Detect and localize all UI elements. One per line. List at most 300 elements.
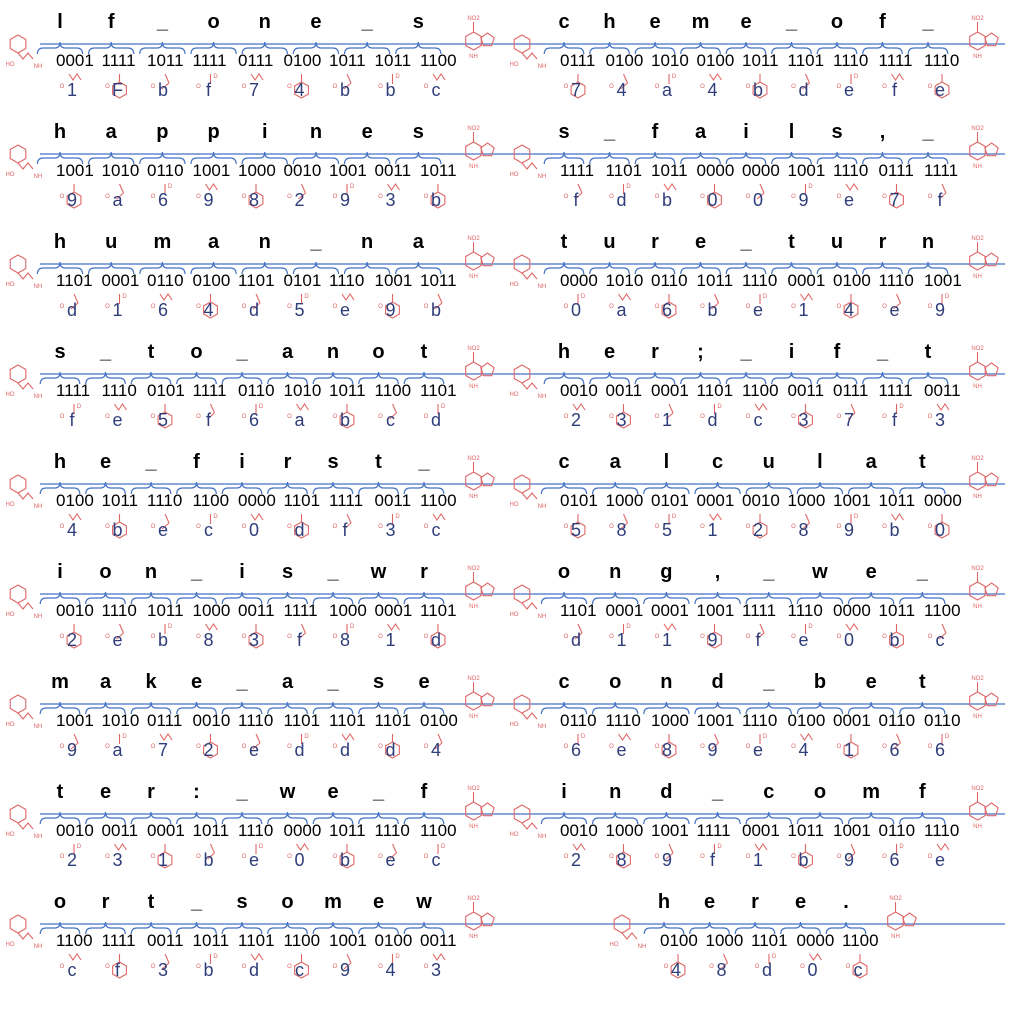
hex-digit: f	[891, 80, 898, 100]
sequence-segment	[510, 341, 999, 430]
ring-shape	[970, 252, 986, 270]
hydroxyl-label: HO	[509, 282, 519, 288]
encoded-char: a	[105, 121, 117, 143]
hex-digit: 2	[570, 850, 582, 870]
hex-digit: 9	[66, 190, 78, 210]
linker-chain	[18, 603, 33, 609]
hex-digit: e	[934, 850, 946, 870]
encoded-char: i	[239, 561, 245, 583]
carbonyl-label: O	[150, 744, 156, 750]
sequence-row	[6, 561, 1006, 650]
deuterium-label: D	[213, 514, 218, 520]
bit-code: 0101	[651, 491, 689, 510]
hydroxyl-label: HO	[5, 62, 15, 68]
encoded-char: c	[558, 451, 570, 473]
carbonyl-label: O	[241, 194, 247, 200]
carbonyl-label: O	[563, 744, 569, 750]
hex-digit: e	[934, 80, 946, 100]
carbonyl-label: O	[663, 964, 669, 970]
linker-chain	[18, 53, 33, 59]
carbonyl-label: O	[609, 524, 614, 530]
sequence-segment	[6, 561, 495, 650]
nitro-label: NO2	[971, 126, 984, 132]
carbonyl-label: O	[241, 304, 247, 310]
hex-digit: d	[707, 410, 718, 430]
encoded-char: m	[691, 11, 710, 33]
carbonyl-label: O	[700, 304, 705, 310]
nitro-label: NO2	[971, 346, 984, 352]
encoded-char: _	[190, 891, 203, 913]
carbonyl-label: O	[241, 84, 247, 90]
linker-chain	[522, 53, 537, 59]
hex-digit: 0	[807, 960, 818, 980]
encoded-char: t	[147, 891, 155, 913]
deuterium-label: D	[580, 294, 586, 300]
hex-digit: f	[573, 190, 579, 210]
bit-code: 1100	[283, 931, 321, 950]
bit-code: 1111	[878, 381, 913, 400]
encoded-char: _	[327, 561, 339, 583]
encoded-char: e	[99, 781, 112, 803]
bit-code: 0011	[147, 931, 184, 950]
carbonyl-label: O	[800, 964, 805, 970]
encoded-char: i	[261, 121, 268, 143]
hex-digit: e	[339, 300, 351, 320]
encoded-char: r	[420, 561, 428, 583]
bit-code: 0010	[56, 601, 94, 620]
nitro-label: NO2	[971, 676, 984, 682]
carbonyl-label: O	[332, 84, 338, 90]
bit-code: 0011	[374, 161, 412, 180]
carbonyl-label: O	[105, 854, 110, 860]
bit-code: 1001	[696, 711, 735, 730]
hex-digit: c	[431, 520, 441, 540]
bit-code: 0000	[238, 491, 276, 510]
bit-code: 0110	[238, 381, 275, 400]
hydroxyl-label: HO	[509, 502, 519, 508]
bit-code: 0011	[924, 381, 961, 400]
carbonyl-label: O	[196, 304, 201, 310]
bit-code: 1101	[787, 51, 825, 70]
carbonyl-label: O	[745, 634, 751, 640]
hex-digit: 9	[66, 740, 78, 760]
amine-label: NH	[973, 494, 982, 500]
carbonyl-label: O	[700, 524, 705, 530]
hex-digit: 1	[661, 630, 673, 650]
carbonyl-label: O	[287, 524, 292, 530]
deuterium-label: D	[258, 404, 264, 410]
linker-chain	[522, 163, 537, 169]
encoded-char: _	[876, 341, 889, 363]
encoded-char: t	[375, 451, 382, 473]
bit-code: 1111	[101, 931, 136, 950]
carbonyl-label: O	[423, 744, 429, 750]
bit-code: 1000	[787, 491, 826, 510]
encoded-char: a	[865, 451, 877, 473]
nitro-label: NO2	[467, 236, 480, 242]
hydroxyl-label: HO	[5, 612, 15, 618]
nitro-label: NO2	[467, 896, 480, 902]
hex-digit: 7	[248, 80, 260, 100]
encoded-char: s	[236, 891, 248, 913]
hex-digit: c	[204, 520, 213, 540]
encoded-char: o	[372, 341, 385, 363]
hex-digit: 3	[385, 190, 396, 210]
encoded-char: h	[603, 11, 616, 33]
encoded-char: o	[99, 561, 112, 583]
carbonyl-label: O	[882, 194, 887, 200]
encoded-char: _	[190, 561, 203, 583]
hex-digit: e	[112, 630, 123, 650]
sequence-segment	[6, 341, 495, 430]
carbonyl-label: O	[791, 744, 796, 750]
hex-digit: b	[430, 300, 442, 320]
amine-label: NH	[973, 604, 982, 610]
bit-code: 0111	[878, 161, 914, 180]
carbonyl-label: O	[654, 414, 660, 420]
carbonyl-label: O	[423, 414, 429, 420]
amine-label: NH	[537, 174, 547, 180]
deuterium-label: D	[808, 184, 813, 190]
carbonyl-label: O	[378, 744, 383, 750]
encoded-char: n	[258, 231, 271, 253]
amine-label: NH	[33, 64, 43, 70]
hex-digit: 6	[157, 190, 169, 210]
bit-code: 1010	[101, 711, 140, 730]
bit-code: 0111	[238, 51, 274, 70]
hex-digit: 1	[66, 80, 78, 100]
sequence-row	[6, 121, 1006, 210]
ring-shape	[10, 805, 26, 823]
encoded-char: f	[107, 11, 115, 33]
bit-code: 1110	[374, 821, 410, 840]
encoded-char: o	[609, 671, 622, 693]
hex-digit: f	[296, 630, 303, 650]
carbonyl-label: O	[836, 524, 842, 530]
carbonyl-label: O	[105, 194, 110, 200]
encoded-char: d	[711, 671, 724, 693]
hex-digit: c	[431, 850, 441, 870]
encoded-char: s	[54, 341, 66, 363]
hex-digit: c	[935, 630, 945, 650]
bit-code: 1101	[751, 931, 788, 950]
bit-code: 1001	[696, 601, 735, 620]
carbonyl-label: O	[709, 964, 714, 970]
bit-code: 1101	[283, 491, 321, 510]
encoded-char: a	[281, 671, 294, 693]
nitro-label: NO2	[971, 456, 984, 462]
sequence-segment	[610, 891, 917, 980]
carbonyl-label: O	[882, 84, 887, 90]
amine-label: NH	[469, 164, 478, 170]
carbonyl-label: O	[196, 634, 201, 640]
deuterium-label: D	[76, 844, 82, 850]
bit-code: 1101	[420, 381, 457, 400]
hex-digit: b	[707, 300, 718, 320]
hex-digit: 4	[670, 960, 682, 980]
carbonyl-label: O	[836, 414, 842, 420]
hex-digit: 7	[157, 740, 169, 760]
hex-digit: 2	[203, 740, 214, 760]
hex-digit: 4	[616, 80, 627, 100]
hex-digit: 9	[798, 190, 809, 210]
hex-digit: 0	[843, 630, 855, 650]
carbonyl-label: O	[332, 634, 338, 640]
amine-label: NH	[469, 934, 478, 940]
bit-code: 0001	[605, 601, 644, 620]
hex-digit: 5	[157, 410, 169, 430]
sequence-segment	[510, 451, 999, 540]
bit-code: 0101	[560, 491, 598, 510]
bit-code: 1011	[329, 821, 366, 840]
encoded-char: n	[660, 671, 673, 693]
carbonyl-label: O	[654, 854, 660, 860]
encoded-char: m	[862, 781, 881, 803]
carbonyl-label: O	[150, 854, 156, 860]
bit-code: 0000	[924, 491, 962, 510]
amine-label: NH	[33, 724, 43, 730]
amine-label: NH	[973, 714, 982, 720]
hex-digit: 9	[843, 850, 855, 870]
deuterium-label: D	[440, 844, 446, 850]
encoded-char: _	[763, 671, 775, 693]
bit-code: 0001	[696, 491, 735, 510]
encoded-char: l	[788, 121, 795, 143]
encoded-char: f	[833, 341, 841, 363]
bit-code: 0100	[56, 491, 94, 510]
carbonyl-label: O	[836, 194, 842, 200]
hex-digit: c	[295, 960, 304, 980]
encoded-char: g	[660, 561, 673, 583]
linker-chain	[522, 603, 537, 609]
encoded-char: e	[740, 11, 752, 33]
linker-chain	[18, 713, 33, 719]
linker-chain	[18, 273, 33, 279]
encoded-char: n	[921, 231, 935, 253]
bit-code: 1011	[329, 51, 366, 70]
encoded-char: _	[361, 11, 373, 33]
deuterium-label: D	[213, 74, 218, 80]
carbonyl-label: O	[836, 84, 842, 90]
bit-code: 1001	[192, 161, 231, 180]
side-chain	[942, 184, 946, 193]
bit-code: 1101	[238, 271, 275, 290]
ring-shape	[466, 692, 482, 710]
hex-digit: 4	[430, 740, 442, 760]
bit-code: 0100	[283, 51, 322, 70]
hex-digit: e	[248, 740, 260, 760]
carbonyl-label: O	[332, 524, 338, 530]
amine-label: NH	[33, 394, 43, 400]
encoded-char: s	[412, 11, 424, 33]
bit-code: 1001	[787, 161, 826, 180]
bit-code: 1011	[651, 161, 688, 180]
bit-code: 0110	[878, 821, 916, 840]
hex-digit: 6	[889, 740, 900, 760]
amine-label: NH	[973, 54, 982, 60]
linker-chain	[18, 823, 33, 829]
hex-digit: 9	[707, 740, 718, 760]
sequence-row	[6, 671, 1006, 760]
amine-label: NH	[537, 834, 547, 840]
bit-code: 1001	[924, 271, 962, 290]
nitro-label: NO2	[889, 896, 902, 902]
deuterium-label: D	[626, 184, 631, 190]
nitro-label: NO2	[467, 126, 480, 132]
nitro-label: NO2	[467, 676, 480, 682]
encoded-char: f	[420, 781, 428, 803]
bit-code: 1100	[420, 51, 457, 70]
hex-digit: 1	[112, 300, 123, 320]
nitro-label: NO2	[467, 456, 480, 462]
hex-digit: 6	[570, 740, 582, 760]
ring-shape	[466, 252, 482, 270]
hex-digit: b	[430, 190, 442, 210]
bit-code: 1011	[696, 271, 734, 290]
encoded-char: s	[558, 121, 570, 143]
carbonyl-label: O	[882, 634, 887, 640]
carbonyl-label: O	[754, 964, 760, 970]
bit-code: 0001	[742, 821, 780, 840]
hex-digit: b	[157, 630, 169, 650]
bit-code: 1100	[56, 931, 93, 950]
carbonyl-label: O	[378, 634, 383, 640]
hex-digit: 0	[934, 520, 946, 540]
encoded-char: o	[53, 891, 67, 913]
hex-digit: 6	[248, 410, 260, 430]
bit-code: 0100	[787, 711, 826, 730]
bit-code: 0111	[560, 51, 596, 70]
hex-digit: 3	[157, 960, 169, 980]
linker-chain	[18, 933, 33, 939]
sequence-segment	[6, 11, 495, 100]
carbonyl-label: O	[105, 524, 110, 530]
hex-digit: 3	[112, 850, 123, 870]
encoded-char: _	[236, 671, 248, 693]
carbonyl-label: O	[150, 634, 156, 640]
hydroxyl-label: HO	[5, 282, 15, 288]
carbonyl-label: O	[927, 194, 933, 200]
carbonyl-label: O	[150, 194, 156, 200]
carbonyl-label: O	[700, 84, 705, 90]
encoded-char: a	[208, 231, 220, 253]
hex-digit: 7	[570, 80, 582, 100]
linker-chain	[18, 383, 33, 389]
linker-chain	[522, 713, 537, 719]
carbonyl-label: O	[836, 304, 842, 310]
hex-digit: 0	[248, 520, 260, 540]
encoded-char: r	[283, 451, 292, 473]
deuterium-label: D	[122, 294, 127, 300]
bit-code: 0100	[374, 931, 413, 950]
hex-digit: d	[66, 300, 78, 320]
encoded-char: _	[156, 11, 168, 33]
bit-code: 1111	[878, 51, 913, 70]
carbonyl-label: O	[654, 524, 660, 530]
ring-shape	[10, 585, 26, 603]
linker-chain	[18, 493, 33, 499]
carbonyl-label: O	[745, 414, 751, 420]
encoded-char: o	[281, 891, 294, 913]
encoded-char: o	[830, 11, 844, 33]
hex-digit: d	[616, 190, 627, 210]
hex-digit: d	[385, 740, 396, 760]
carbonyl-label: O	[927, 304, 933, 310]
encoded-char: _	[785, 11, 798, 33]
hex-digit: e	[843, 190, 855, 210]
encoded-char: e	[865, 671, 877, 693]
carbonyl-label: O	[423, 634, 429, 640]
nitro-label: NO2	[467, 566, 480, 572]
encoded-char: w	[812, 561, 828, 583]
carbonyl-label: O	[836, 744, 842, 750]
linker-chain	[522, 273, 537, 279]
bit-code: 1100	[742, 381, 779, 400]
deuterium-label: D	[395, 74, 400, 80]
carbonyl-label: O	[654, 194, 660, 200]
carbonyl-label: O	[241, 414, 247, 420]
bit-code: 0000	[742, 161, 780, 180]
bit-code: 0010	[560, 821, 598, 840]
hex-digit: 9	[385, 300, 396, 320]
hex-digit: e	[889, 300, 900, 320]
deuterium-label: D	[580, 734, 586, 740]
bit-code: 1110	[101, 601, 137, 620]
carbonyl-label: O	[563, 634, 569, 640]
deuterium-label: D	[440, 404, 446, 410]
carbonyl-label: O	[927, 744, 933, 750]
encoded-char: s	[372, 671, 385, 693]
deuterium-label: D	[717, 404, 722, 410]
hex-digit: c	[431, 80, 441, 100]
encoded-char: l	[663, 451, 670, 473]
ring-shape	[10, 365, 26, 383]
encoded-char: o	[190, 341, 203, 363]
encoded-char: e	[310, 11, 322, 33]
hex-digit: 5	[294, 300, 305, 320]
bit-code: 0000	[696, 161, 735, 180]
carbonyl-label: O	[423, 854, 429, 860]
carbonyl-label: O	[378, 414, 383, 420]
encoded-char: r	[878, 231, 887, 253]
encoded-char: o	[557, 561, 571, 583]
carbonyl-label: O	[654, 634, 660, 640]
encoded-char: _	[99, 341, 112, 363]
encoded-char: _	[763, 561, 775, 583]
nitro-label: NO2	[971, 16, 984, 22]
hex-digit: f	[205, 410, 212, 430]
hex-digit: 1	[752, 850, 764, 870]
amine-label: NH	[537, 724, 547, 730]
bit-code: 0100	[420, 711, 458, 730]
hex-digit: 1	[798, 300, 809, 320]
hex-digit: d	[761, 960, 773, 980]
linker-chain	[522, 383, 537, 389]
amine-label: NH	[537, 504, 547, 510]
encoded-char: o	[813, 781, 827, 803]
bit-code: 1110	[833, 51, 869, 70]
hex-digit: 8	[203, 630, 214, 650]
ring-shape	[970, 802, 986, 820]
bit-code: 0011	[605, 381, 643, 400]
deuterium-label: D	[213, 954, 218, 960]
ring-shape	[888, 912, 904, 930]
deuterium-label: D	[395, 514, 400, 520]
linker-chain	[522, 823, 537, 829]
amine-label: NH	[469, 494, 478, 500]
bit-code: 0010	[56, 821, 94, 840]
nitro-label: NO2	[467, 16, 480, 22]
